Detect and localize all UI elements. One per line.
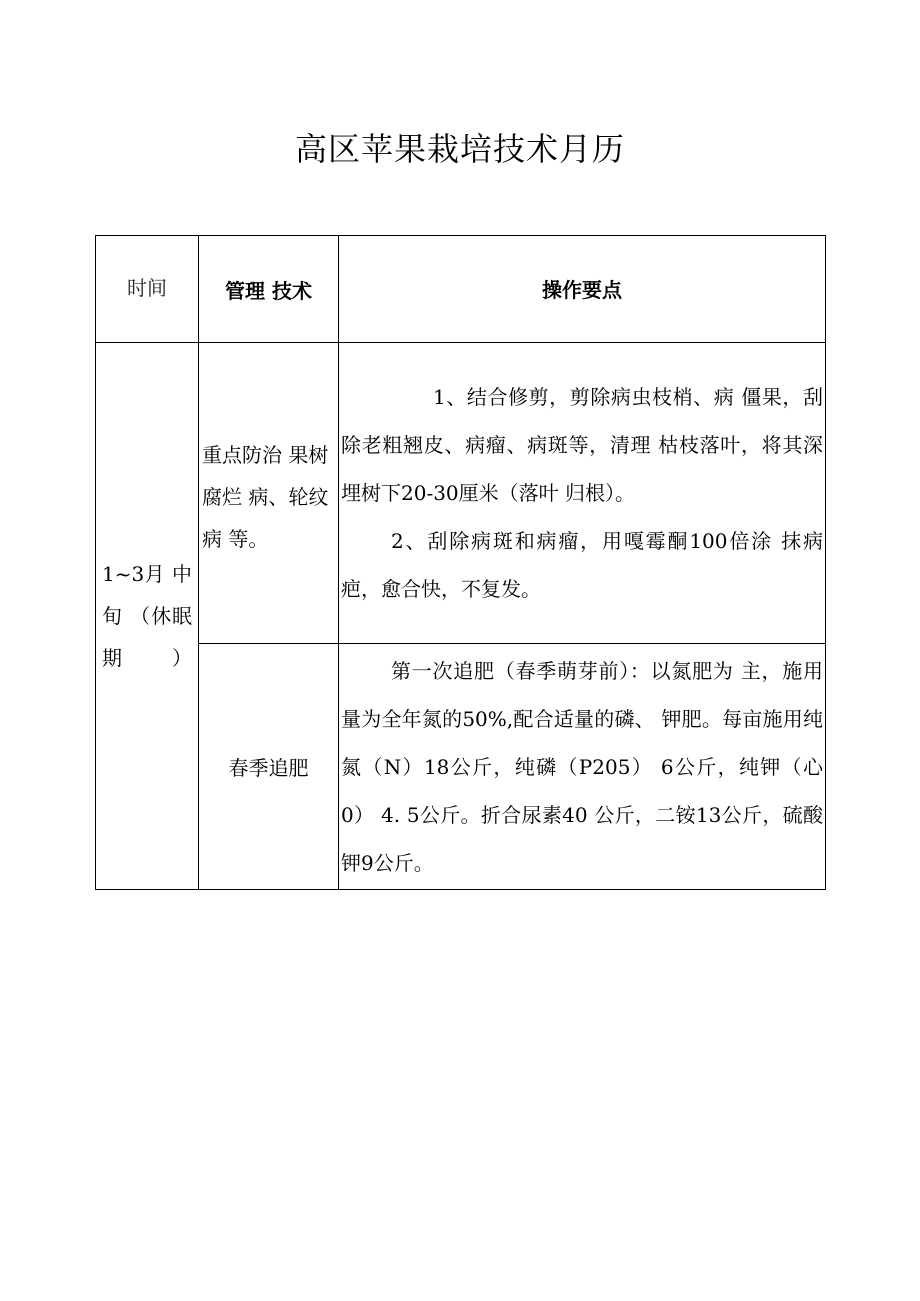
ops-paragraph: 第一次追肥（春季萌芽前）：以氮肥为 主，施用量为全年氮的50%,配合适量的磷、 钾肥。每亩施用纯氮（N）18公斤，纯磷（P205） 6公斤，纯钾（心0） 4. 5公斤。折合尿素40 公斤，二铵13公斤，硫酸钾9公斤。 xyxy=(341,658,823,875)
table-row xyxy=(96,343,826,644)
tech-cell-disease-control: 重点防治 果树腐烂 病、轮纹病 等。 xyxy=(199,343,339,644)
tech-cell-spring-fertilizing: 春季追肥 xyxy=(199,644,339,890)
ops-cell-disease-control xyxy=(339,343,826,644)
ops-cell-spring-fertilizing xyxy=(339,644,826,890)
header-time: 时间 xyxy=(96,236,199,343)
header-operation-points: 操作要点 xyxy=(339,236,826,343)
header-management-technique: 管理 技术 xyxy=(199,236,339,343)
table-header-row xyxy=(96,236,826,343)
apple-calendar-table xyxy=(95,235,826,890)
ops-paragraph: 2、刮除病斑和病瘤，用嘎霉酮100倍涂 抹病疤，愈合快，不复发。 xyxy=(341,529,823,601)
page-title: 高区苹果栽培技术月历 xyxy=(294,130,625,168)
period-cell: 1~3月 中旬 （休眠 期） xyxy=(96,343,199,890)
ops-paragraph: 1、结合修剪，剪除病虫枝梢、病 僵果，刮除老粗翘皮、病瘤、病斑等，清理 枯枝落叶，将其深埋树下20-30厘米（落叶 归根）。 xyxy=(341,385,823,505)
table-row xyxy=(96,644,826,890)
